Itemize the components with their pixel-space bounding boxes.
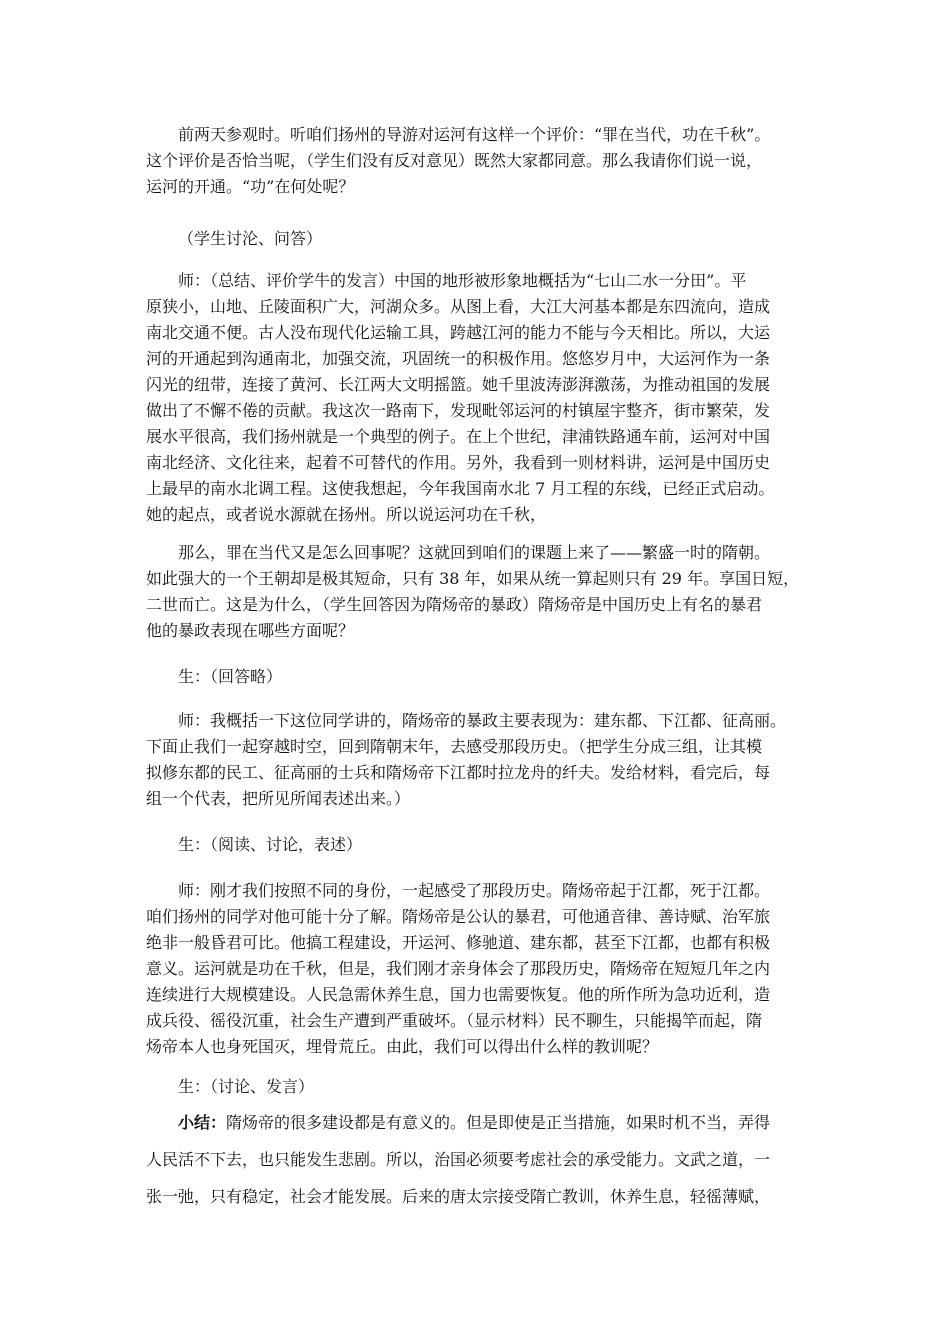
summary-text: 隋炀帝的很多建设都是有意义的。但是即使是正当措施，如果时机不当，弄得	[226, 1113, 771, 1132]
text-line: 原狭小，山地、丘陵面积广大，河湖众多。从图上看，大江大河基本都是东四流向，造成	[146, 297, 771, 316]
paragraph-sui-dynasty	[146, 540, 826, 644]
text-line: 他的暴政表现在哪些方面呢？	[146, 621, 355, 640]
paragraph-teacher-tyranny	[146, 708, 826, 812]
text-line	[146, 1104, 826, 1141]
text-line: 上最早的南水北调工程。这使我想起，今年我国南水北 7 月工程的东线，已经正式启动。	[146, 479, 775, 498]
text-line: 成兵役、徭役沉重，社会生产遭到严重破坏。（显示材料）民不聊生，只能揭竿而起，隋	[146, 1011, 763, 1030]
text-line: 人民活不下去，也只能发生悲剧。所以，治国必须要考虑社会的承受能力。文武之道，一	[146, 1150, 771, 1169]
text-line: 师：我概括一下这位同学讲的，隋炀帝的暴政主要表现为：建东都、下江都、征高丽。	[178, 711, 787, 730]
paragraph-student-speech	[146, 1074, 314, 1100]
text-line: 绝非一般昏君可比。他搞工程建设，开运河、修驰道、建东都，甚至下江都，也都有积极	[146, 933, 771, 952]
text-line: 炀帝本人也身死国灭，埋骨荒丘。由此，我们可以得出什么样的教训呢？	[146, 1037, 659, 1056]
paragraph-intro	[146, 122, 826, 200]
paragraph-teacher-summary	[146, 268, 826, 528]
text-line: 河的开通起到沟通南北，加强交流，巩固统一的积极作用。悠悠岁月中，大运河作为一条	[146, 349, 771, 368]
text-line: 师：刚才我们按照不同的身份，一起感受了那段历史。隋炀帝起于江都，死于江都。	[178, 881, 771, 900]
text-line: （学生讨沦、问答）	[178, 229, 323, 248]
text-line: 前两天参观时。听咱们扬州的导游对运河有这样一个评价：“罪在当代，功在千秋”。	[178, 125, 771, 144]
text-line: 南北交通不便。古人没布现代化运输工具，跨越江河的能力不能与今天相比。所以，大运	[146, 323, 771, 342]
text-line: 做出了不懈不倦的贡献。我这次一路南下，发现毗邻运河的村镇屋宇整齐，街市繁荣，发	[146, 401, 771, 420]
paragraph-student-reading	[146, 832, 362, 858]
paragraph-student-answer	[146, 664, 282, 690]
summary-label: 小结：	[178, 1113, 227, 1132]
text-line: 意义。运河就是功在千秋，但是，我们刚才亲身体会了那段历史，隋炀帝在短短几年之内	[146, 959, 771, 978]
text-line: 拟修东都的民工、征高丽的士兵和隋炀帝下江都时拉龙舟的纤夫。发给材料，看完后，每	[146, 763, 771, 782]
text-line: 师：（总结、评价学牛的发言）中国的地形被形象地概括为“七山二水一分田”。平	[178, 271, 747, 290]
text-line: 咱们扬州的同学对他可能十分了解。隋炀帝是公认的暴君，可他通音律、善诗赋、治军旅	[146, 907, 771, 926]
text-line: 如此强大的一个王朝却是极其短命，只有 38 年，如果从统一算起则只有 29 年。享国日短，	[146, 569, 800, 588]
text-line: 组一个代表，把所见所闻表述出来。）	[146, 789, 411, 808]
text-line: 展水平很高，我们扬州就是一个典型的例子。在上个世纪，津浦铁路通车前，运河对中国	[146, 427, 771, 446]
text-line: 生：（回答略）	[178, 667, 283, 686]
text-line: 这个评价是否恰当呢，（学生们没有反对意见）既然大家都同意。那么我请你们说一说，	[146, 151, 763, 170]
text-line: 张一弛，只有稳定，社会才能发展。后来的唐太宗接受隋亡教训，休养生息，轻徭薄赋，	[146, 1187, 771, 1206]
paragraph-teacher-lesson	[146, 878, 826, 1060]
text-line: 南北经济、文化往来，起着不可替代的作用。另外，我看到一则材料讲，运河是中国历史	[146, 453, 771, 472]
text-line: 运河的开通。“功”在何处呢？	[146, 177, 355, 196]
text-line: 连续进行大规模建设。人民急需休养生息，国力也需要恢复。他的所作所为急功近利，造	[146, 985, 771, 1004]
text-line: 闪光的纽带，连接了黄河、长江两大文明摇篮。她千里波涛澎湃激荡，为推动祖国的发展	[146, 375, 771, 394]
text-line: 那么，罪在当代又是怎么回事呢？这就回到咱们的课题上来了——繁盛一时的隋朝。	[178, 543, 771, 562]
text-line: 下面止我们一起穿越时空，回到隋朝末年，去感受那段历史。（把学生分成三组，让其模	[146, 737, 763, 756]
text-line: 她的起点，或者说水源就在扬州。所以说运河功在千秋，	[146, 505, 547, 524]
text-line: 二世而亡。这是为什么，（学生回答因为隋炀帝的暴政）隋炀帝是中国历史上有名的暴君	[146, 595, 763, 614]
paragraph-student-discussion	[146, 226, 322, 252]
text-line: 生：（阅读、讨论，表述）	[178, 835, 363, 854]
paragraph-summary	[146, 1104, 826, 1215]
text-line: 生：（讨论、发言）	[178, 1077, 315, 1096]
